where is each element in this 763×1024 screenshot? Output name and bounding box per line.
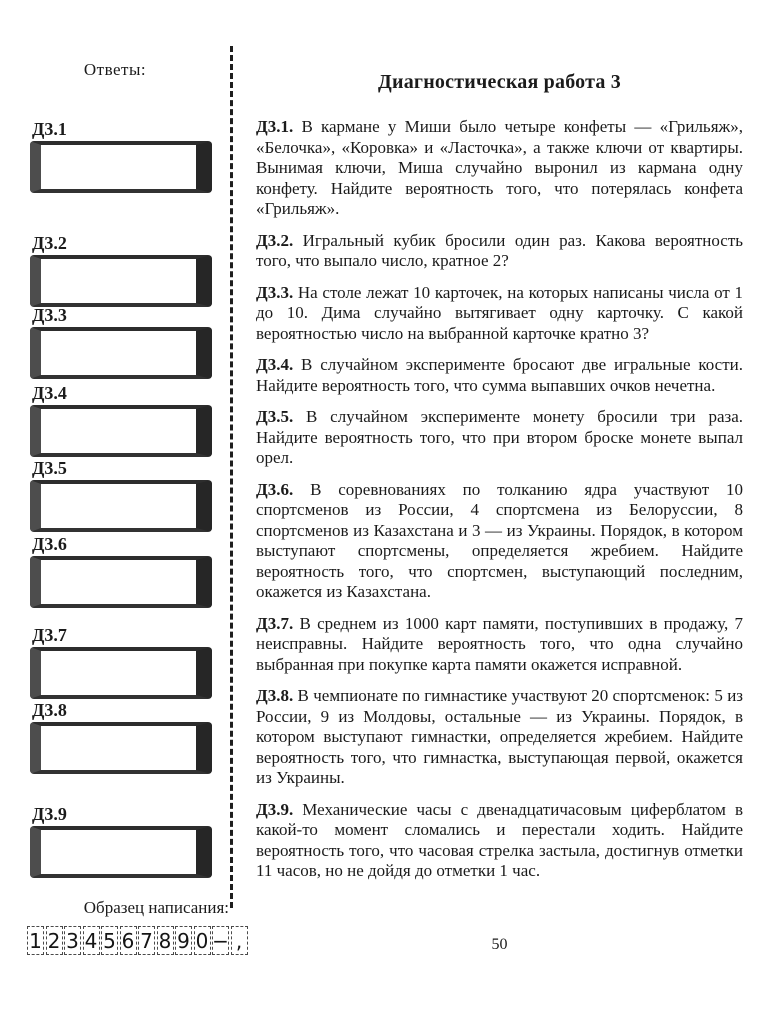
answers-header: Ответы: <box>83 60 147 79</box>
problem-text: Игральный кубик бросили один раз. Какова вероятность того, что выпало число, кратное 2? <box>256 230 744 270</box>
sample-char-cell: 4 <box>83 926 100 955</box>
answer-box-d3-3[interactable] <box>30 327 212 379</box>
answer-label: Д3.5 <box>32 458 67 478</box>
answer-label: Д3.3 <box>32 305 67 325</box>
answer-box-d3-9[interactable] <box>30 826 212 878</box>
problem-d3-9 <box>256 800 743 882</box>
answer-box-d3-4[interactable] <box>30 405 212 457</box>
answer-block-d3-7 <box>0 626 230 699</box>
answer-box-d3-2[interactable] <box>30 255 212 307</box>
answer-label: Д3.4 <box>32 383 67 403</box>
problem-text: В случайном эксперименте бросают две игральные кости. Найдите вероятность того, что сумма выпавших очков нечетна. <box>256 355 743 395</box>
answer-label: Д3.6 <box>32 534 67 554</box>
answer-label: Д3.9 <box>32 804 67 824</box>
answer-label: Д3.1 <box>32 119 67 139</box>
answer-block-d3-4 <box>0 384 230 457</box>
answer-box-d3-8[interactable] <box>30 722 212 774</box>
answer-label: Д3.7 <box>32 625 67 645</box>
sample-char-cell: 6 <box>120 926 137 955</box>
problem-d3-1 <box>256 117 743 220</box>
problem-text: В случайном эксперименте монету бросили три раза. Найдите вероятность того, что при втором броске монете выпал орел. <box>256 407 743 467</box>
answers-panel <box>0 0 243 1024</box>
answer-block-d3-9 <box>0 805 230 878</box>
problem-number: Д3.4. <box>256 355 294 374</box>
answer-block-d3-8 <box>0 701 230 774</box>
answer-label: Д3.8 <box>32 700 67 720</box>
problem-d3-6 <box>256 480 743 603</box>
problem-text: Механические часы с двенадцатичасовым циферблатом в какой-то момент сломались и перестали ходить. Найдите вероятность того, что часовая стрелка застыла, достигнув отметки 11 часов, но не дойдя до отметки 1 час. <box>256 799 743 880</box>
main-content <box>256 60 743 893</box>
problem-text: В соревнованиях по толканию ядра участвуют 10 спортсменов из России, 4 спортсмена из Белоруссии, 8 спортсменов из Казахстана и 3 — из Украины. Порядок, в котором выступают спортсмены, определяется жребием. Найдите вероятность того, что спортсмен, выступающий последним, окажется из Казахстана. <box>256 479 744 601</box>
sample-char-cell: , <box>231 926 248 955</box>
problem-text: На столе лежат 10 карточек, на которых написаны числа от 1 до 10. Дима случайно вытягивает одну карточку. С какой вероятностью число на выбранной карточке кратно 3? <box>256 282 744 343</box>
problem-number: Д3.6. <box>256 479 294 499</box>
problem-text: В кармане у Миши было четыре конфеты — «Грильяж», «Белочка», «Коровка» и «Ласточка», а также ключи от квартиры. Вынимая ключи, Миша случайно выронил из кармана одну конфету. Найдите вероятность того, что потерялась конфета «Грильяж». <box>256 117 744 218</box>
sample-char-cell: 3 <box>64 926 81 955</box>
problem-number: Д3.8. <box>256 686 294 705</box>
sample-char-cell: 5 <box>101 926 118 955</box>
sample-char-cell: 0 <box>194 926 211 955</box>
answer-block-d3-5 <box>0 459 230 532</box>
problem-d3-3 <box>256 283 743 345</box>
problem-text: В чемпионате по гимнастике участвуют 20 спортсменок: 5 из России, 9 из Молдовы, остальные — из Украины. Порядок, в котором выступают гимнастки, определяется жребием. Найдите вероятность того, что гимнастка, выступающая первой, окажется из Украины. <box>256 686 744 787</box>
answer-box-d3-6[interactable] <box>30 556 212 608</box>
sample-char-cell: 8 <box>157 926 174 955</box>
answer-block-d3-1 <box>0 120 230 193</box>
sample-char-cell: 2 <box>46 926 63 955</box>
column-divider-dashed-line <box>230 46 233 908</box>
answer-block-d3-6 <box>0 535 230 608</box>
sample-char-cell: 1 <box>27 926 44 955</box>
answer-box-d3-1[interactable] <box>30 141 212 193</box>
problem-d3-8 <box>256 686 743 789</box>
answer-block-d3-2 <box>0 234 230 307</box>
problem-number: Д3.3. <box>256 282 294 302</box>
problem-d3-7 <box>256 614 743 676</box>
problem-d3-2 <box>256 231 743 272</box>
page-number: 50 <box>491 936 508 953</box>
writing-sample-label: Образец написания: <box>83 898 229 917</box>
problem-number: Д3.7. <box>256 613 294 633</box>
problem-number: Д3.2. <box>256 230 294 250</box>
problem-d3-5 <box>256 407 743 469</box>
answer-block-d3-3 <box>0 306 230 379</box>
problem-number: Д3.1. <box>256 117 294 136</box>
writing-sample-row <box>27 926 249 955</box>
problem-d3-4 <box>256 355 743 396</box>
answer-box-d3-5[interactable] <box>30 480 212 532</box>
problem-number: Д3.9. <box>256 799 294 819</box>
problem-text: В среднем из 1000 карт памяти, поступивших в продажу, 7 неисправны. Найдите вероятность того, что одна случайно выбранная при покупке карта памяти окажется исправной. <box>256 613 744 674</box>
page-title: Диагностическая работа 3 <box>378 71 621 93</box>
sample-char-cell: − <box>212 926 229 955</box>
answer-label: Д3.2 <box>32 233 67 253</box>
problem-number: Д3.5. <box>256 407 294 426</box>
sample-char-cell: 7 <box>138 926 155 955</box>
sample-char-cell: 9 <box>175 926 192 955</box>
answer-box-d3-7[interactable] <box>30 647 212 699</box>
